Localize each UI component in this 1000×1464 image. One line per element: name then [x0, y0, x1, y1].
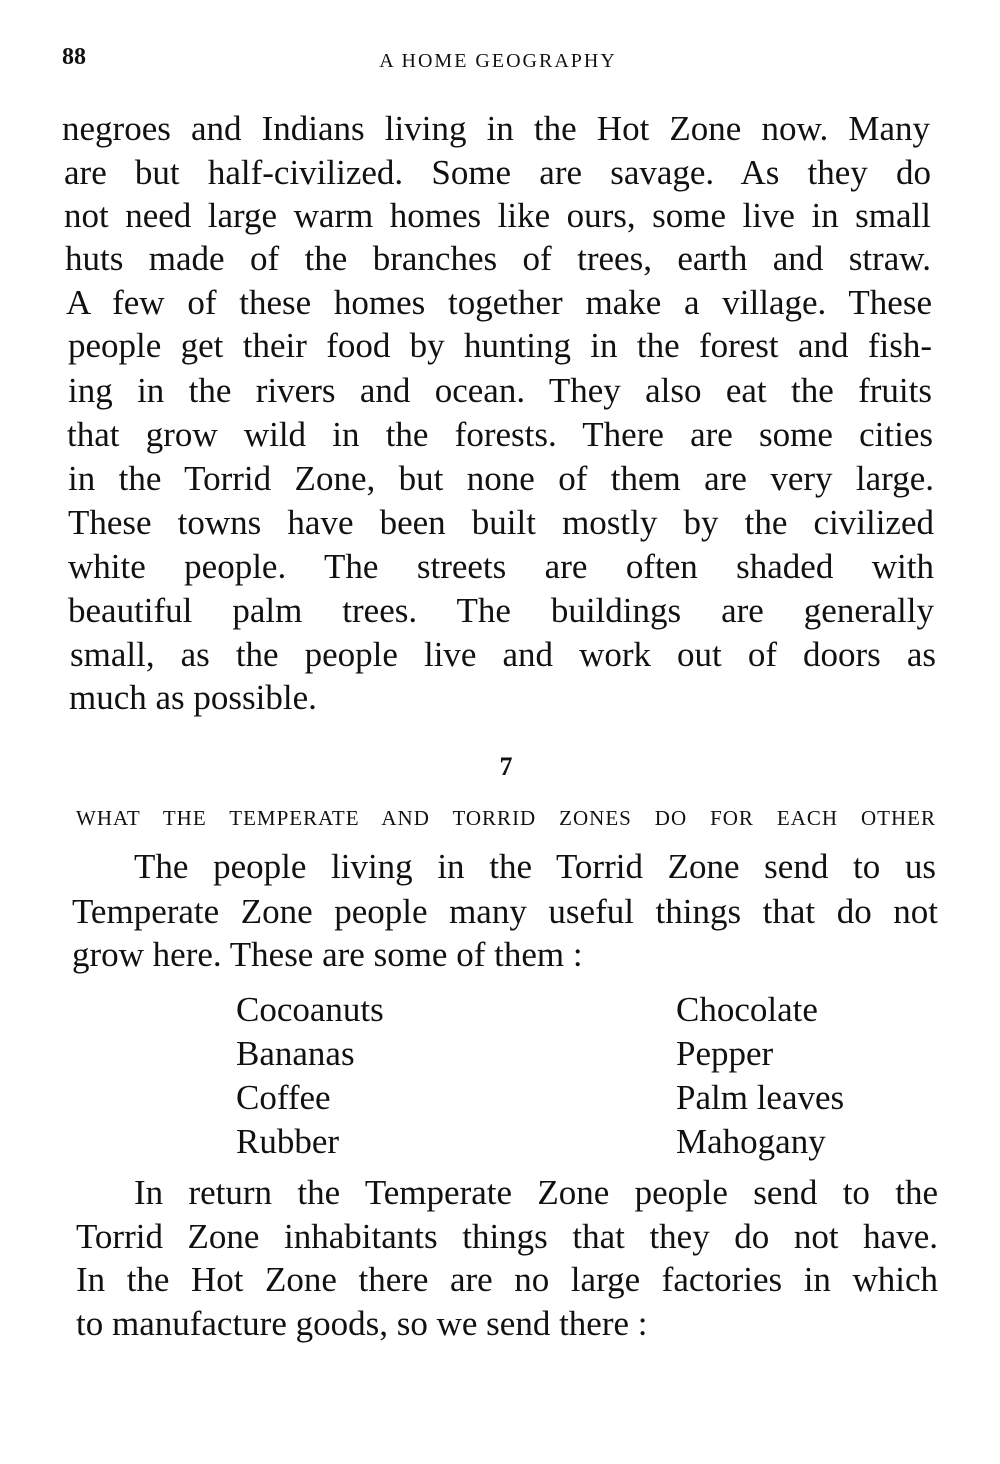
goods-item: Rubber: [236, 1122, 340, 1161]
text-line: white people. The streets are often shaded with: [68, 547, 934, 586]
text-line: in the Torrid Zone, but none of them are very large.: [68, 459, 934, 498]
goods-item: Pepper: [676, 1034, 774, 1073]
running-title: A HOME GEOGRAPHY: [379, 50, 617, 72]
text-line: In the Hot Zone there are no large factories in which: [76, 1260, 938, 1299]
text-line: A few of these homes together make a village. These: [66, 283, 932, 322]
text-line: much as possible.: [69, 678, 317, 717]
text-line: The people living in the Torrid Zone send to us: [134, 847, 936, 886]
text-line: small, as the people live and work out of doors as: [70, 635, 936, 674]
text-line: ing in the rivers and ocean. They also eat the fruits: [68, 371, 932, 410]
goods-list-right-column: [676, 988, 844, 1164]
text-line: In return the Temperate Zone people send to the: [134, 1173, 938, 1212]
text-line: that grow wild in the forests. There are some cities: [67, 415, 933, 454]
goods-item: Palm leaves: [676, 1078, 845, 1117]
text-line: These towns have been built mostly by the civilized: [68, 503, 934, 542]
text-line: people get their food by hunting in the forest and fish-: [68, 326, 932, 365]
text-line: Torrid Zone inhabitants things that they do not have.: [76, 1217, 938, 1256]
text-line: beautiful palm trees. The buildings are generally: [68, 591, 934, 630]
running-head: [62, 44, 934, 76]
goods-item: Bananas: [236, 1034, 355, 1073]
text-line: are but half-civilized. Some are savage. As they do: [64, 153, 931, 192]
section-number: 7: [499, 752, 513, 781]
goods-item: Coffee: [236, 1078, 331, 1117]
goods-item: Chocolate: [676, 990, 818, 1029]
goods-item: Cocoanuts: [236, 990, 384, 1029]
text-line: to manufacture goods, so we send there :: [76, 1304, 648, 1343]
text-line: not need large warm homes like ours, some live in small: [64, 196, 931, 235]
section-heading: WHAT THE TEMPERATE AND TORRID ZONES DO FOR EACH OTHER: [76, 806, 936, 830]
text-line: huts made of the branches of trees, earth and straw.: [65, 239, 931, 278]
text-line: grow here. These are some of them :: [72, 935, 583, 974]
goods-list-left-column: [236, 988, 384, 1164]
page-number: 88: [62, 44, 86, 70]
text-line: Temperate Zone people many useful things that do not: [72, 892, 938, 931]
goods-item: Mahogany: [676, 1122, 826, 1161]
text-line: negroes and Indians living in the Hot Zone now. Many: [62, 109, 930, 148]
